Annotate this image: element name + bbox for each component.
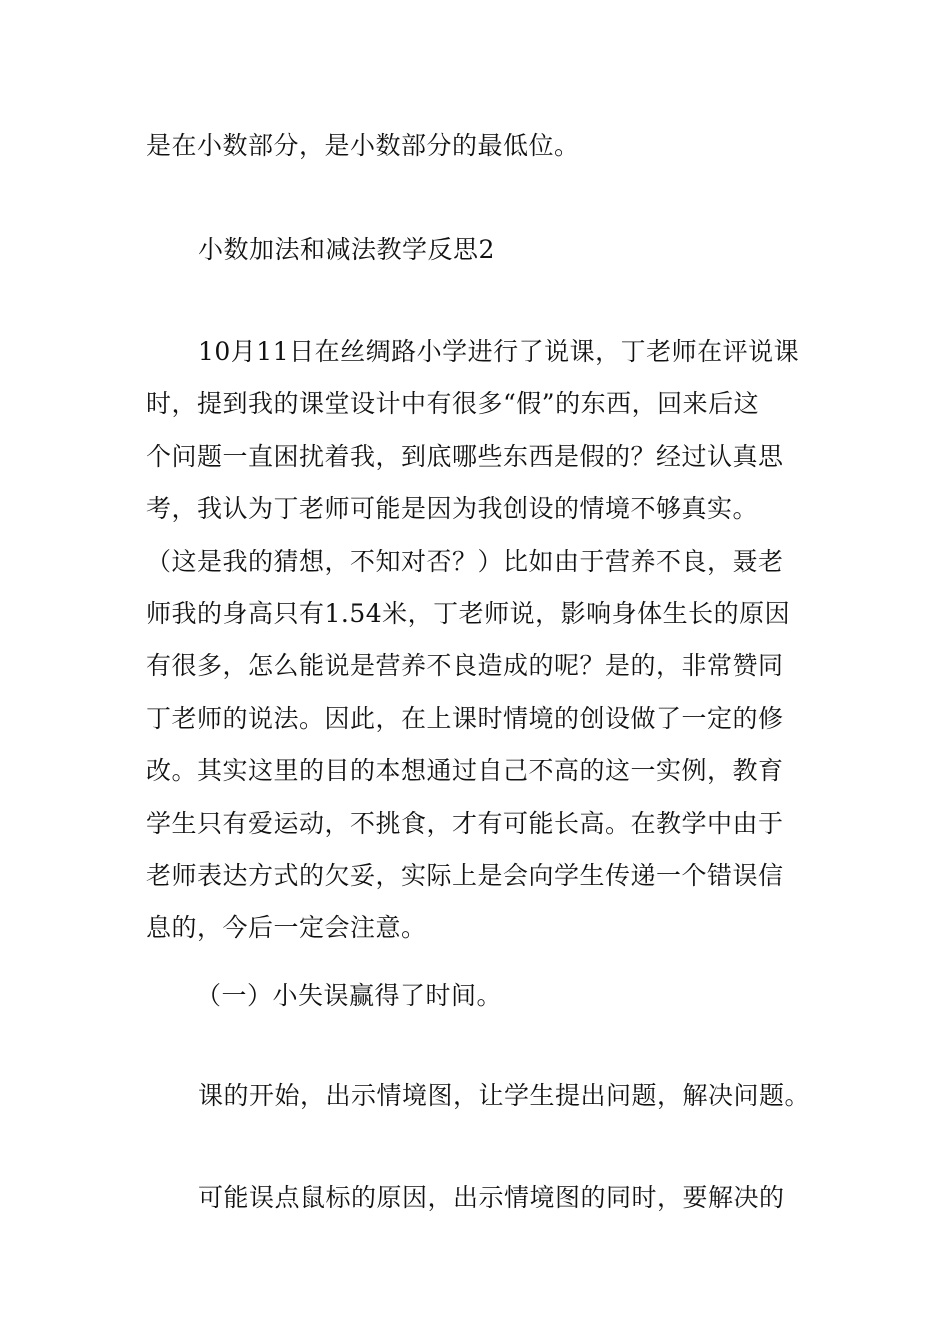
subheading: （一）小失误赢得了时间。 <box>196 981 503 1010</box>
paragraph-line: 师我的身高只有1.54米，丁老师说，影响身体生长的原因 <box>146 599 791 629</box>
paragraph-line: 有很多，怎么能说是营养不良造成的呢？是的，非常赞同 <box>146 651 784 681</box>
paragraph-line: （这是我的猜想，不知对否？）比如由于营养不良，聂老 <box>146 546 784 576</box>
paragraph-line: 丁老师的说法。因此，在上课时情境的创设做了一定的修 <box>146 703 784 733</box>
paragraph-line: 个问题一直困扰着我，到底哪些东西是假的？经过认真思 <box>146 441 784 471</box>
text-line-continuation: 是在小数部分，是小数部分的最低位。 <box>146 131 580 160</box>
paragraph-line: 考，我认为丁老师可能是因为我创设的情境不够真实。 <box>146 494 759 524</box>
paragraph-line: 10月11日在丝绸路小学进行了说课，丁老师在评说课 <box>198 337 800 366</box>
paragraph-opening: 课的开始，出示情境图，让学生提出问题，解决问题。 <box>198 1081 811 1110</box>
paragraph-line: 时，提到我的课堂设计中有很多“假”的东西，回来后这 <box>146 389 760 419</box>
paragraph-reflection <box>146 326 808 955</box>
section-heading: 小数加法和减法教学反思2 <box>198 235 495 264</box>
paragraph-line: 改。其实这里的目的本想通过自己不高的这一实例，教育 <box>146 756 784 786</box>
paragraph-line: 学生只有爱运动，不挑食，才有可能长高。在教学中由于 <box>146 808 784 838</box>
paragraph-mistake: 可能误点鼠标的原因，出示情境图的同时，要解决的 <box>198 1183 785 1212</box>
paragraph-line: 息的，今后一定会注意。 <box>146 913 427 943</box>
paragraph-line: 老师表达方式的欠妥，实际上是会向学生传递一个错误信 <box>146 861 784 891</box>
